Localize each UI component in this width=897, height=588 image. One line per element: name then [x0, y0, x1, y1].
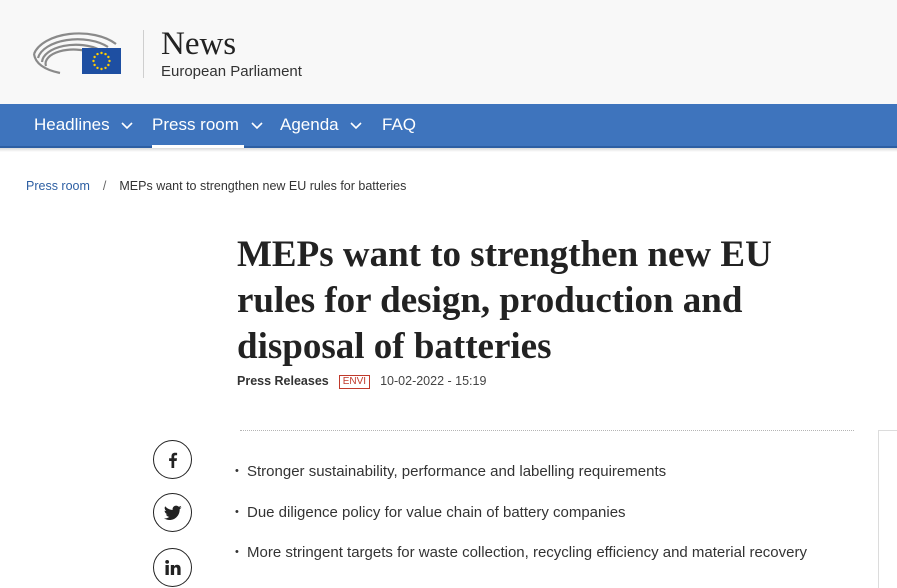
breadcrumb: [26, 179, 406, 193]
article-type[interactable]: Press Releases: [237, 374, 329, 388]
breadcrumb-current: MEPs want to strengthen new EU rules for batteries: [119, 179, 407, 193]
list-item: [235, 504, 807, 545]
highlight-text: More stringent targets for waste collection, recycling efficiency and material recovery: [247, 544, 807, 561]
nav-shadow: [0, 148, 897, 152]
list-item: [235, 544, 807, 585]
site-header: [0, 0, 897, 104]
dotted-divider: [240, 430, 854, 431]
site-title[interactable]: News: [161, 26, 237, 62]
nav-headlines-label: Headlines: [34, 115, 110, 134]
highlight-text: Due diligence policy for value chain of battery companies: [247, 503, 626, 521]
breadcrumb-press-room-link[interactable]: Press room: [26, 179, 90, 193]
nav-headlines[interactable]: [34, 104, 134, 148]
linkedin-icon: [164, 559, 182, 577]
chevron-down-icon: [120, 118, 134, 132]
twitter-icon: [164, 505, 182, 521]
list-item: [235, 463, 807, 504]
nav-faq-label: FAQ: [382, 115, 417, 134]
nav-press-room[interactable]: [152, 104, 264, 148]
bullet-icon: •: [235, 546, 239, 558]
nav-agenda[interactable]: [280, 104, 363, 148]
linkedin-share-button[interactable]: [153, 548, 192, 587]
facebook-share-button[interactable]: [153, 440, 192, 479]
article-date: 10-02-2022 - 15:19: [380, 374, 487, 388]
side-panel: [878, 430, 897, 588]
nav-faq[interactable]: [382, 104, 416, 148]
chevron-down-icon: [250, 118, 264, 132]
committee-tag[interactable]: ENVI: [339, 375, 370, 389]
logo-divider: [143, 30, 144, 78]
article-title: MEPs want to strengthen new EU rules for design, production and disposal of batteries: [237, 234, 772, 367]
breadcrumb-separator: /: [102, 179, 107, 193]
main-navigation: [0, 104, 897, 148]
european-parliament-logo[interactable]: [30, 24, 124, 78]
nav-agenda-label: Agenda: [280, 115, 339, 134]
bullet-icon: •: [235, 465, 239, 477]
article-meta: [237, 374, 486, 389]
chevron-down-icon: [349, 118, 363, 132]
nav-press-room-label: Press room: [152, 115, 239, 134]
site-subtitle: European Parliament: [161, 63, 302, 80]
twitter-share-button[interactable]: [153, 493, 192, 532]
bullet-icon: •: [235, 505, 239, 518]
highlight-text: Stronger sustainability, performance and labelling requirements: [247, 463, 667, 480]
highlights-list: [235, 463, 807, 585]
facebook-icon: [164, 451, 182, 469]
